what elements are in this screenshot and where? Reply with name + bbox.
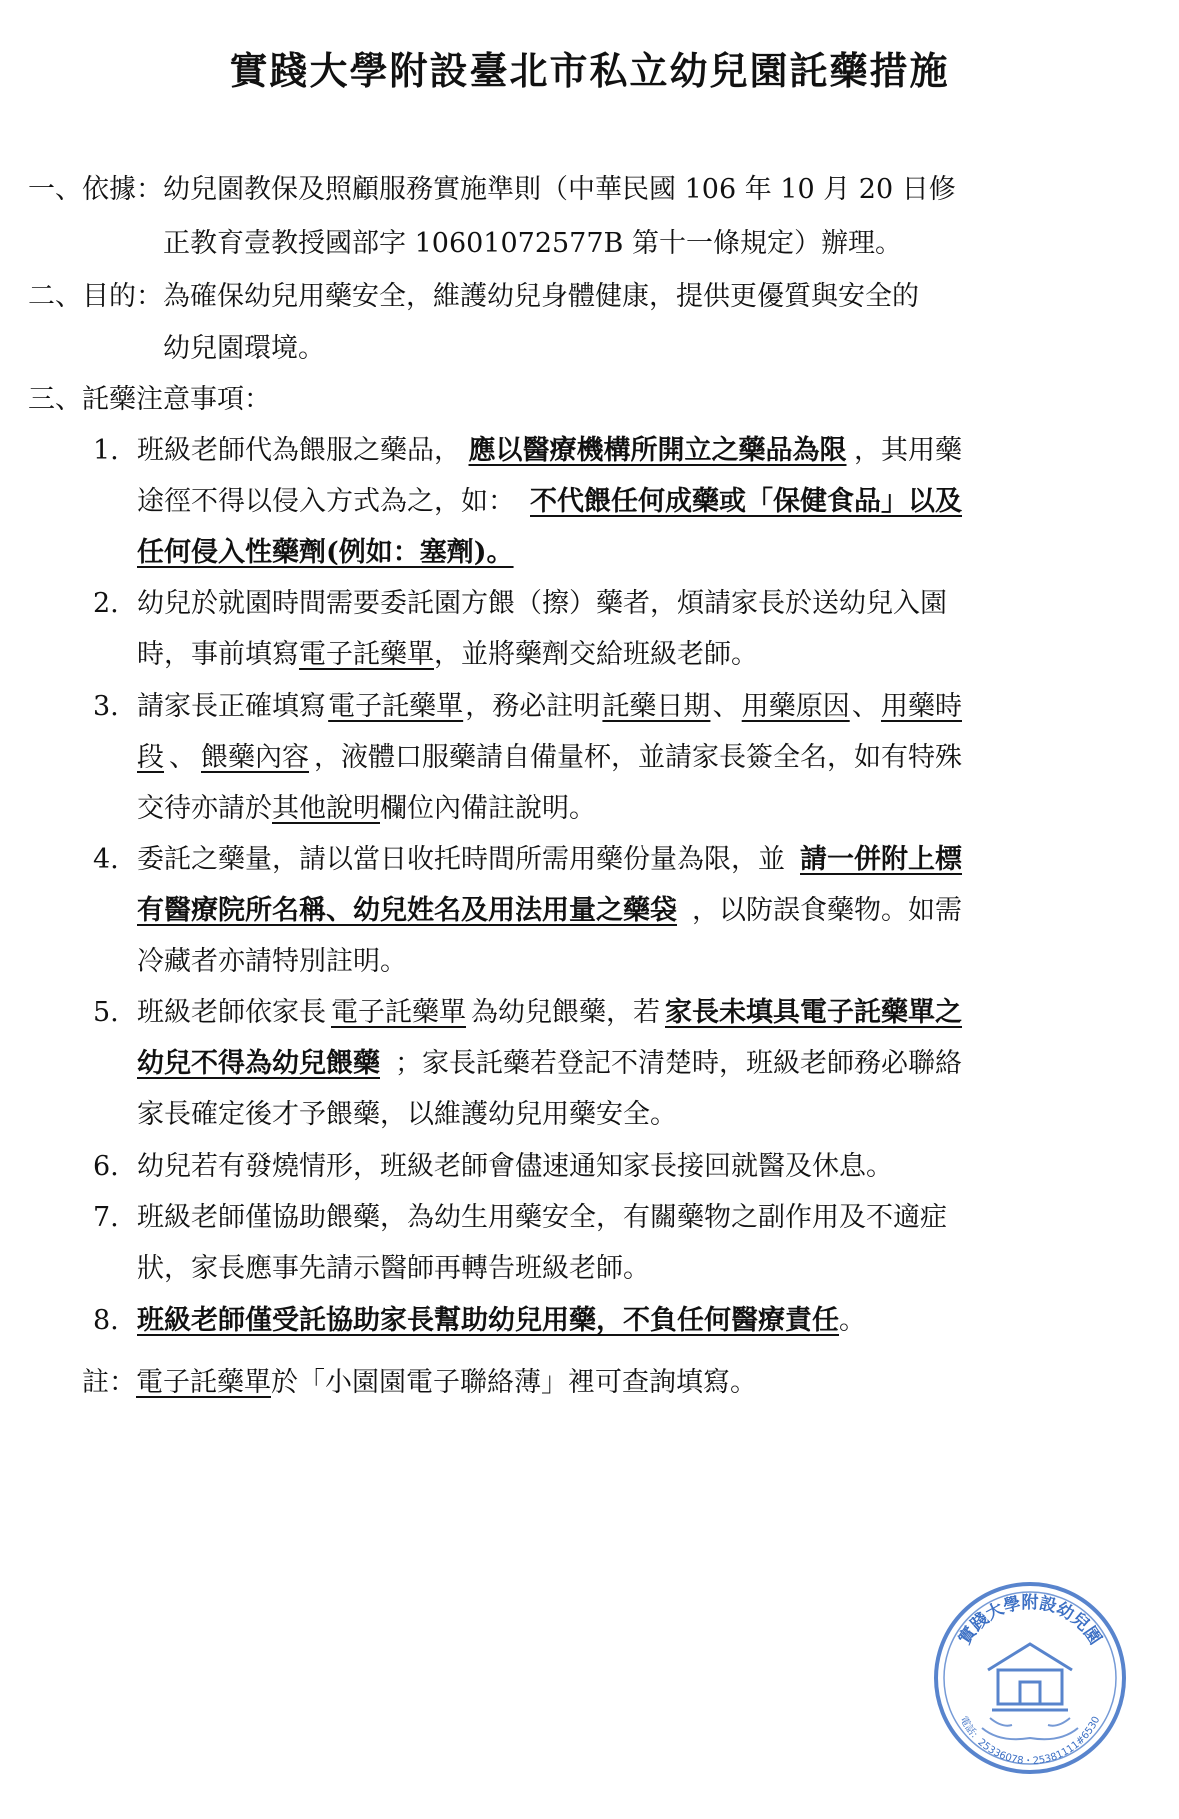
section-1-line-1 [28, 172, 956, 208]
item-1-text: ，其用藥 [854, 435, 962, 466]
item-8-line-1 [137, 1303, 866, 1339]
item-2-line-1 [137, 586, 962, 622]
seal-laurel-icon [982, 1718, 1078, 1739]
item-4-line-2 [137, 893, 962, 929]
item-6-number: 6. [93, 1151, 119, 1182]
item-1-text: 途徑不得以侵入方式為之，如： [137, 486, 515, 517]
item-6-text: 幼兒若有發燒情形，班級老師會儘速通知家長接回就醫及休息。 [137, 1151, 893, 1182]
item-1-emphasis: 任何侵入性藥劑(例如：塞劑)。 [137, 537, 514, 568]
item-3-text: 、 [712, 691, 740, 722]
seal-name-text: 實踐大學附設幼兒園 [954, 1593, 1106, 1649]
item-4-text: 委託之藥量，請以當日收托時間所需用藥份量為限，並 [137, 844, 785, 875]
item-5-emphasis: 家長未填具電子託藥單之 [665, 997, 962, 1028]
item-4-emphasis: 有醫療院所名稱、幼兒姓名及用法用量之藥袋 [137, 895, 677, 926]
item-5-text: ；家長託藥若登記不清楚時，班級老師務必聯絡 [395, 1048, 962, 1079]
item-3-number: 3. [93, 691, 119, 722]
section-2-line-2 [163, 331, 325, 367]
item-5-emphasis: 幼兒不得為幼兒餵藥 [137, 1048, 380, 1079]
e-medication-form-link: 電子託藥單 [331, 997, 466, 1028]
note-line [82, 1365, 757, 1401]
item-4-line-1 [137, 842, 962, 878]
e-medication-form-link: 電子託藥單 [328, 691, 464, 722]
item-5-line-1 [137, 995, 962, 1031]
item-1-line-1 [137, 433, 962, 469]
section-3-label: 三、託藥注意事項： [28, 384, 271, 415]
item-4-emphasis: 請一併附上標 [800, 844, 962, 875]
page-title: 實踐大學附設臺北市私立幼兒園託藥措施 [229, 48, 950, 93]
section-2-line-1 [28, 279, 919, 315]
e-medication-form-link: 電子託藥單 [136, 1367, 271, 1398]
item-3-text: 請家長正確填寫 [137, 691, 326, 722]
item-5-text: 家長確定後才予餵藥，以維護幼兒用藥安全。 [137, 1099, 677, 1130]
field-medication-time: 用藥時 [880, 691, 962, 722]
field-other-notes: 其他說明 [272, 793, 380, 824]
item-2-number: 2. [93, 588, 119, 619]
section-1-label: 一、依據： [28, 174, 163, 205]
item-2-text: 幼兒於就園時間需要委託園方餵（擦）藥者，煩請家長於送幼兒入園 [137, 588, 947, 619]
item-3-text: 欄位內備註說明。 [380, 793, 596, 824]
field-medication-reason: 用藥原因 [741, 691, 850, 722]
item-8-emphasis: 班級老師僅受託協助家長幫助幼兒用藥，不負任何醫療責任 [137, 1305, 839, 1336]
item-1-number: 1. [93, 435, 119, 466]
item-3-text: ，液體口服藥請自備量杯，並請家長簽全名，如有特殊 [314, 742, 962, 773]
item-4-line-3 [137, 944, 407, 980]
item-4-number: 4. [93, 844, 119, 875]
item-2-text: 時，事前填寫 [137, 639, 299, 670]
item-7-text: 班級老師僅協助餵藥，為幼生用藥安全，有關藥物之副作用及不適症 [137, 1202, 947, 1233]
field-medication-time: 段 [137, 742, 164, 773]
item-6-line-1 [137, 1149, 893, 1185]
note-label: 註： [82, 1367, 136, 1398]
item-7-number: 7. [93, 1202, 119, 1233]
section-3-heading [28, 382, 271, 418]
seal-phone-text: 電話：25336078・25381111#6530 [957, 1714, 1103, 1768]
item-3-text: 、 [169, 742, 196, 773]
item-3-text: 交待亦請於 [137, 793, 272, 824]
section-2-text-cont: 幼兒園環境。 [163, 333, 325, 364]
item-7-line-2 [137, 1251, 650, 1287]
note-text: 於「小園園電子聯絡薄」裡可查詢填寫。 [271, 1367, 757, 1398]
item-1-text: 班級老師代為餵服之藥品， [137, 435, 461, 466]
item-3-text: 、 [851, 691, 879, 722]
e-medication-form-link: 電子託藥單 [299, 639, 434, 670]
item-3-line-2 [137, 740, 962, 776]
seal-building-icon [988, 1644, 1072, 1710]
item-7-text: 狀，家長應事先請示醫師再轉告班級老師。 [137, 1253, 650, 1284]
section-2-label: 二、目的： [28, 281, 163, 312]
item-3-line-1 [137, 689, 962, 725]
item-8-number: 8. [93, 1305, 119, 1336]
item-4-text: 冷藏者亦請特別註明。 [137, 946, 407, 977]
item-1-emphasis: 應以醫療機構所開立之藥品為限 [468, 435, 847, 466]
item-5-number: 5. [93, 997, 119, 1028]
item-1-line-2 [137, 484, 962, 520]
item-5-line-3 [137, 1097, 677, 1133]
item-7-line-1 [137, 1200, 962, 1236]
school-seal-stamp [930, 1578, 1130, 1778]
section-1-line-2 [163, 226, 902, 262]
item-2-text: ，並將藥劑交給班級老師。 [434, 639, 758, 670]
field-medication-content: 餵藥內容 [201, 742, 309, 773]
section-1-text: 幼兒園教保及照顧服務實施準則（中華民國 106 年 10 月 20 日修 [163, 174, 956, 205]
item-1-line-3 [137, 535, 514, 571]
item-5-line-2 [137, 1046, 962, 1082]
section-2-text: 為確保幼兒用藥安全，維護幼兒身體健康，提供更優質與安全的 [163, 281, 919, 312]
item-4-text: ，以防誤食藥物。如需 [692, 895, 962, 926]
section-1-text-cont: 正教育壹教授國部字 10601072577B 第十一條規定）辦理。 [163, 228, 902, 259]
item-8-text: 。 [839, 1305, 866, 1336]
field-medication-date: 託藥日期 [602, 691, 711, 722]
item-1-emphasis: 不代餵任何成藥或「保健食品」以及 [530, 486, 962, 517]
item-5-text: 班級老師依家長 [137, 997, 326, 1028]
item-3-text: ，務必註明 [465, 691, 601, 722]
item-5-text: 為幼兒餵藥，若 [471, 997, 660, 1028]
item-2-line-2 [137, 637, 758, 673]
item-3-line-3 [137, 791, 596, 827]
